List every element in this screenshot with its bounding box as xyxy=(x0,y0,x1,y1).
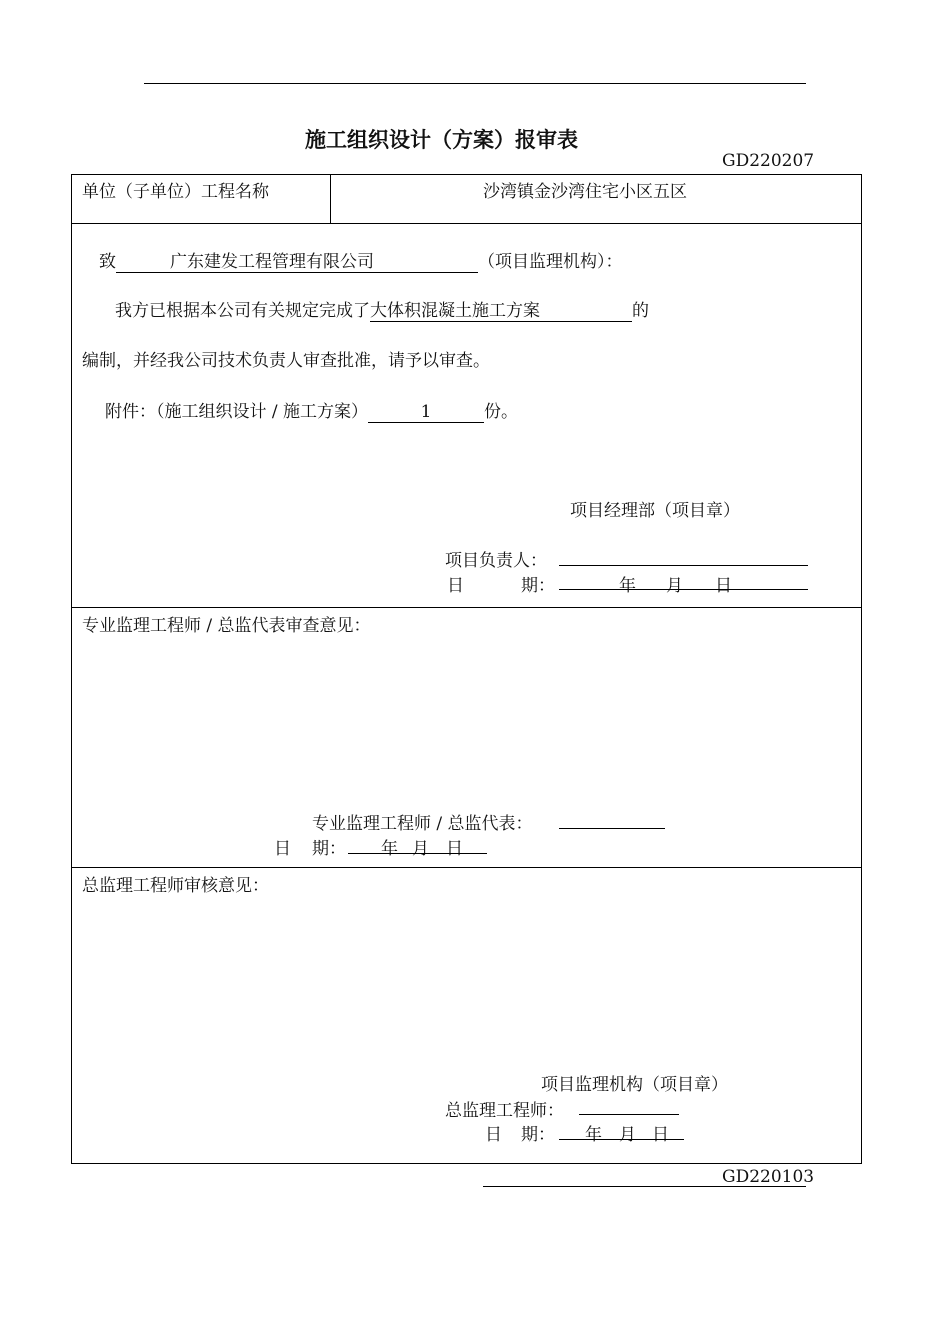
submission-date-label-left: 日 xyxy=(447,576,464,596)
specialist-day: 日 xyxy=(446,839,463,859)
plan-name: 大体积混凝土施工方案 xyxy=(370,296,632,322)
manager-signature-line xyxy=(559,565,808,566)
table-border-left xyxy=(71,174,72,1164)
submission-month: 月 xyxy=(666,576,683,596)
attachment-suffix: 份。 xyxy=(484,402,519,422)
specialist-signer-line xyxy=(559,828,665,829)
chief-date-label-right: 期： xyxy=(521,1125,555,1145)
table-divider-2 xyxy=(71,607,862,608)
addressee-suffix: （项目监理机构）： xyxy=(478,252,623,272)
chief-month: 月 xyxy=(619,1125,636,1145)
chief-day: 日 xyxy=(652,1125,669,1145)
statement-line-2: 编制，并经我公司技术负责人审查批准，请予以审查。 xyxy=(82,351,490,371)
chief-date-label-left: 日 xyxy=(485,1125,502,1145)
addressee-company: 广东建发工程管理有限公司 xyxy=(116,247,478,273)
submission-date-line xyxy=(559,589,808,590)
submission-year: 年 xyxy=(619,576,636,596)
table-border-right xyxy=(861,174,862,1164)
table-border-top xyxy=(71,174,862,175)
submission-date-label-right: 期： xyxy=(521,576,555,596)
project-row-divider xyxy=(330,174,331,223)
supervision-seal: 项目监理机构（项目章） xyxy=(541,1075,728,1095)
addressee-prefix: 致 xyxy=(99,252,116,272)
chief-date-line xyxy=(559,1139,684,1140)
specialist-date-label-right: 期： xyxy=(312,839,346,859)
chief-signer-line xyxy=(579,1114,679,1115)
specialist-signer-label: 专业监理工程师 / 总监代表： xyxy=(312,814,533,834)
statement-suffix: 的 xyxy=(632,301,649,321)
specialist-date-line xyxy=(348,853,487,854)
department-seal: 项目经理部（项目章） xyxy=(570,501,740,521)
form-title: 施工组织设计（方案）报审表 xyxy=(305,127,578,152)
chief-review-heading: 总监理工程师审核意见： xyxy=(82,876,269,896)
form-code-bottom: GD220103 xyxy=(722,1167,815,1187)
attachment-line xyxy=(105,397,518,423)
addressee-line xyxy=(99,247,623,273)
specialist-month: 月 xyxy=(412,839,429,859)
table-divider-3 xyxy=(71,867,862,868)
attachment-count: 1 xyxy=(368,402,484,423)
top-rule xyxy=(144,83,806,84)
specialist-review-heading: 专业监理工程师 / 总监代表审查意见： xyxy=(82,616,371,636)
submission-day: 日 xyxy=(715,576,732,596)
statement-prefix: 我方已根据本公司有关规定完成了 xyxy=(115,301,370,321)
table-border-bottom xyxy=(71,1163,862,1164)
specialist-date-label-left: 日 xyxy=(274,839,291,859)
attachment-prefix: 附件：（施工组织设计 / 施工方案） xyxy=(105,402,369,422)
project-name-value: 沙湾镇金沙湾住宅小区五区 xyxy=(483,182,687,202)
statement-line-1 xyxy=(115,296,649,322)
specialist-year: 年 xyxy=(381,839,398,859)
chief-signer-label: 总监理工程师： xyxy=(445,1101,564,1121)
form-code-top: GD220207 xyxy=(722,151,815,171)
chief-year: 年 xyxy=(585,1125,602,1145)
manager-signature-label: 项目负责人： xyxy=(445,551,547,571)
table-divider-1 xyxy=(71,223,862,224)
project-name-label: 单位（子单位）工程名称 xyxy=(82,182,269,202)
